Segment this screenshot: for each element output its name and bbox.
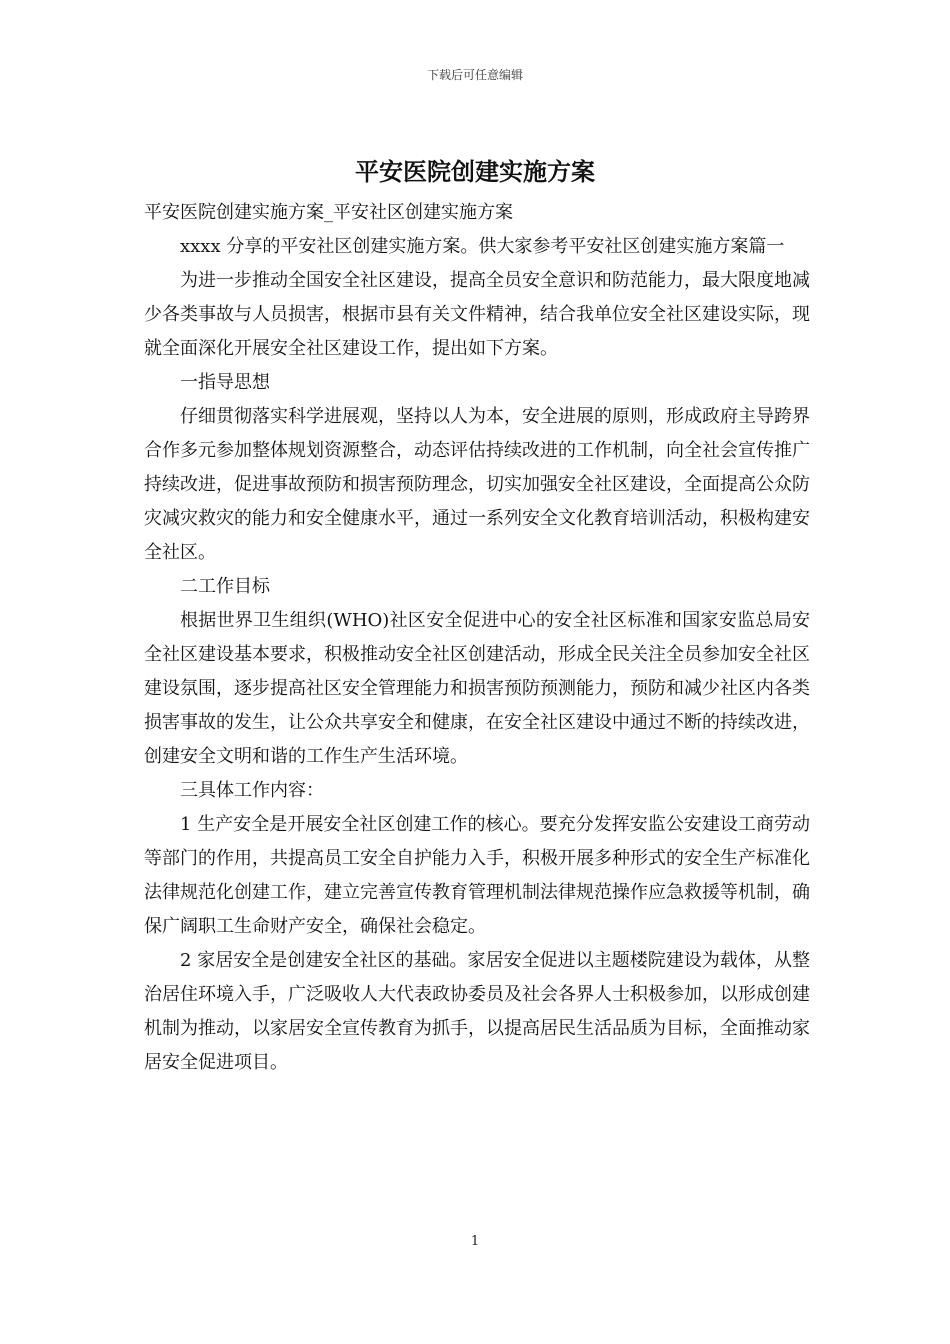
header-note: 下载后可任意编辑: [426, 68, 523, 82]
section-heading-work-content: 三具体工作内容：: [180, 780, 324, 801]
page-number: 1: [470, 1234, 480, 1249]
body-paragraph: 根据世界卫生组织(WHO)社区安全促进中心的安全社区标准和国家安监总局安全社区建设基本要求，积极推动安全社区创建活动，形成全民关注全员参加安全社区建设氛围，逐步提高社区安全管理能力和损害预防预测能力，预防和减少社区内各类损害事故的发生，让公众共享安全和健康，在安全社区建设中通过不断的持续改进，创建安全文明和谐的工作生产生活环境。: [144, 610, 810, 767]
intro-paragraph: xxxx 分享的平安社区创建实施方案。供大家参考平安社区创建实施方案篇一: [180, 236, 785, 257]
list-item-home-safety: 2 家居安全是创建安全社区的基础。家居安全促进以主题楼院建设为载体，从整治居住环境入手，广泛吸收人大代表政协委员及社会各界人士积极参加，以形成创建机制为推动，以家居安全宣传教育为抓手，以提高居民生活品质为目标，全面推动家居安全促进项目。: [144, 950, 810, 1073]
body-paragraph: 仔细贯彻落实科学进展观，坚持以人为本，安全进展的原则，形成政府主导跨界合作多元参加整体规划资源整合，动态评估持续改进的工作机制，向全社会宣传推广持续改进，促进事故预防和损害预防理念，切实加强安全社区建设，全面提高公众防灾减灾救灾的能力和安全健康水平，通过一系列安全文化教育培训活动，积极构建安全社区。: [144, 406, 810, 563]
body-paragraph: 为进一步推动全国安全社区建设，提高全员安全意识和防范能力，最大限度地减少各类事故与人员损害，根据市县有关文件精神，结合我单位安全社区建设实际，现就全面深化开展安全社区建设工作，提出如下方案。: [144, 270, 810, 359]
section-heading-work-goals: 二工作目标: [180, 576, 270, 597]
section-heading-guiding-thought: 一指导思想: [180, 372, 270, 393]
list-item-production-safety: 1 生产安全是开展安全社区创建工作的核心。要充分发挥安监公安建设工商劳动等部门的作用，共提高员工安全自护能力入手，积极开展多种形式的安全生产标准化法律规范化创建工作，建立完善宣传教育管理机制法律规范操作应急救援等机制，确保广阔职工生命财产安全，确保社会稳定。: [144, 814, 810, 937]
subtitle-paragraph: 平安医院创建实施方案_平安社区创建实施方案: [144, 202, 513, 223]
document-title: 平安医院创建实施方案: [355, 158, 595, 186]
document-body: [144, 196, 810, 1080]
